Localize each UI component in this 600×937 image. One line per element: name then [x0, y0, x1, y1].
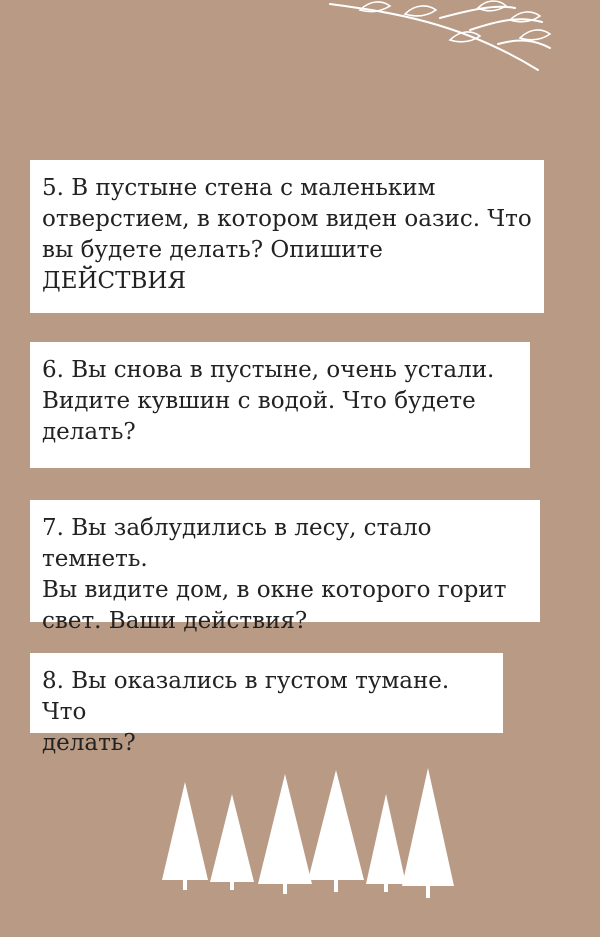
question-text-8: 8. Вы оказались в густом тумане. Что делать?	[42, 668, 450, 756]
leaf-branch-icon	[320, 0, 560, 80]
question-card-5	[30, 160, 544, 313]
question-text-7: 7. Вы заблудились в лесу, стало темнеть. Вы видите дом, в окне которого горит свет. Ваши действия?	[42, 515, 507, 634]
question-card-8	[30, 653, 503, 756]
question-text-5: 5. В пустыне стена с маленьким отверстием, в котором виден оазис. Что вы будете делать? Опишите ДЕЙСТВИЯ	[42, 175, 532, 294]
question-card-6	[30, 342, 530, 468]
pine-trees-icon	[140, 762, 460, 902]
question-card-7	[30, 500, 540, 634]
question-text-6: 6. Вы снова в пустыне, очень устали. Видите кувшин с водой. Что будете делать?	[42, 357, 495, 445]
